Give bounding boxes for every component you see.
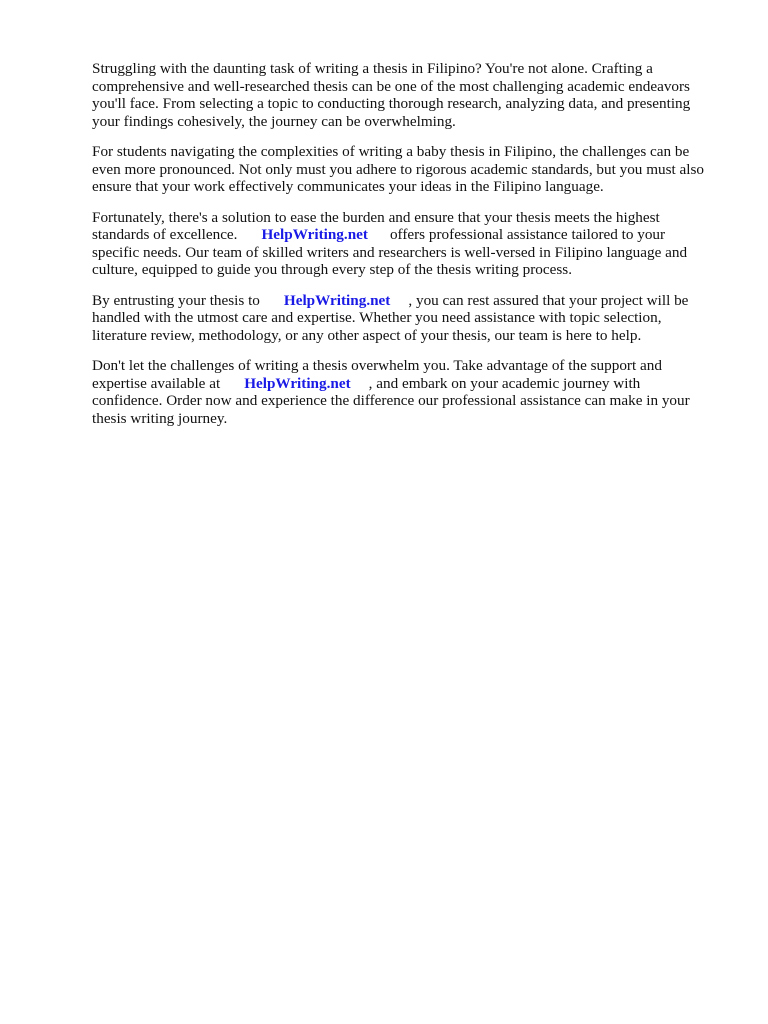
text-fragment: offers professional assistance tailored to your [389, 226, 666, 243]
text-line [92, 375, 712, 393]
paragraph-baby-thesis [92, 143, 712, 196]
text-line: even more pronounced. Not only must you adhere to rigorous academic standards, but you must also [92, 160, 705, 178]
paragraph-entrusting [92, 292, 712, 345]
helpwriting-link[interactable]: HelpWriting.net [283, 291, 391, 309]
text-line: handled with the utmost care and expertise. Whether you need assistance with topic selection, [92, 309, 662, 326]
text-line: you'll face. From selecting a topic to conducting thorough research, analyzing data, and presenting [92, 95, 691, 112]
text-line: Fortunately, there's a solution to ease the burden and ensure that your thesis meets the highest [92, 208, 660, 226]
text-line: literature review, methodology, or any other aspect of your thesis, our team is here to help. [92, 326, 642, 344]
paragraph-intro [92, 60, 712, 130]
text-line: ensure that your work effectively communicates your ideas in the Filipino language. [92, 178, 604, 195]
text-line: thesis writing journey. [92, 409, 228, 427]
text-line: confidence. Order now and experience the difference our professional assistance can make in your [92, 392, 690, 409]
paragraph-closing [92, 357, 712, 427]
helpwriting-link[interactable]: HelpWriting.net [244, 374, 351, 392]
text-line: comprehensive and well-researched thesis can be one of the most challenging academic endeavors [92, 77, 690, 95]
text-fragment: By entrusting your thesis to [92, 291, 260, 309]
text-line [92, 226, 712, 244]
document-page [92, 60, 712, 440]
text-line: specific needs. Our team of skilled writers and researchers is well-versed in Filipino language and [92, 243, 688, 261]
text-fragment: , and embark on your academic journey with [368, 374, 641, 392]
text-line: Struggling with the daunting task of writing a thesis in Filipino? You're not alone. Crafting a [92, 60, 653, 77]
text-line: Don't let the challenges of writing a thesis overwhelm you. Take advantage of the support and [92, 357, 662, 374]
text-fragment: , you can rest assured that your project will be [408, 291, 689, 309]
text-line [92, 292, 712, 310]
paragraph-solution [92, 209, 712, 279]
text-line: For students navigating the complexities of writing a baby thesis in Filipino, the challenges can be [92, 143, 690, 160]
text-line: your findings cohesively, the journey can be overwhelming. [92, 112, 456, 130]
text-fragment: standards of excellence. [92, 226, 238, 243]
helpwriting-link[interactable]: HelpWriting.net [261, 226, 368, 243]
text-fragment: expertise available at [92, 374, 221, 392]
text-line: culture, equipped to guide you through every step of the thesis writing process. [92, 261, 572, 278]
